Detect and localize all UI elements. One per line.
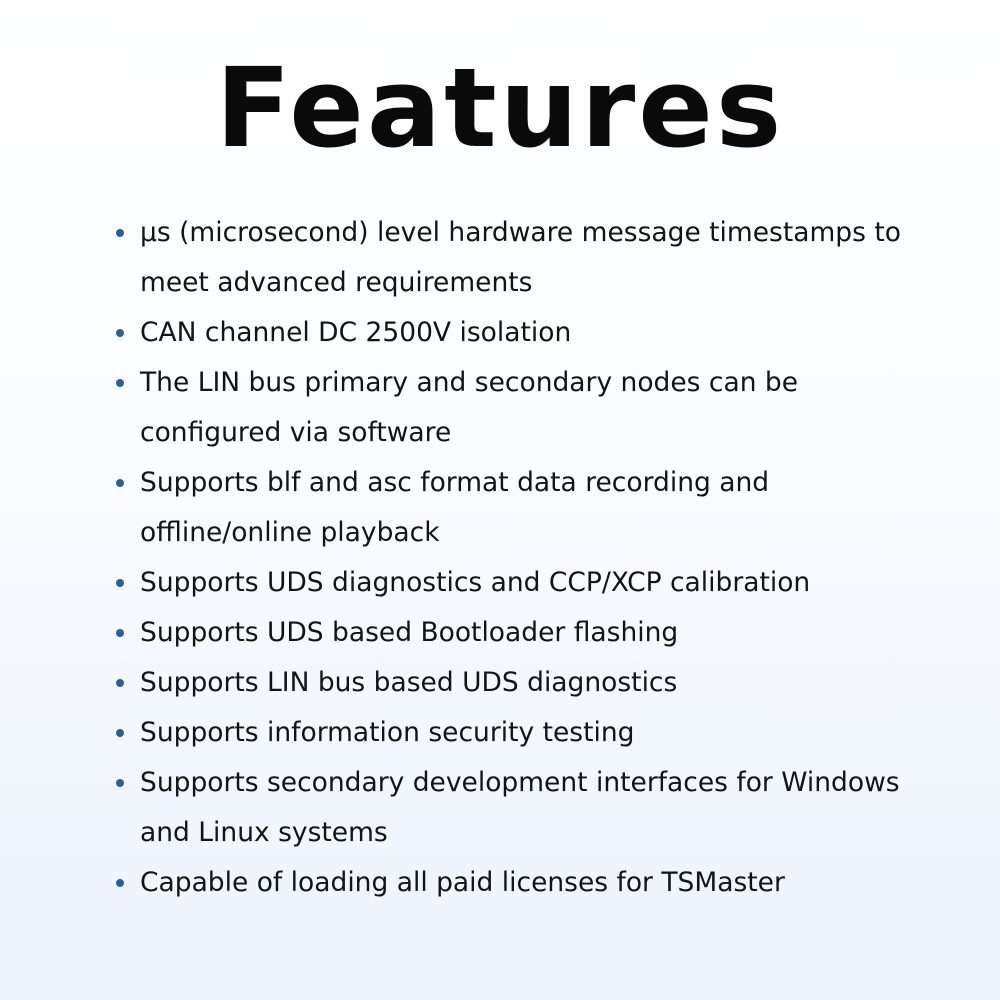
- page-title: Features: [215, 44, 785, 172]
- feature-text: μs (microsecond) level hardware message timestamps to meet advanced requirements: [140, 217, 901, 298]
- bullet-icon: [116, 879, 124, 887]
- bullet-icon: [116, 329, 124, 337]
- feature-text: Supports secondary development interfaces for Windows and Linux systems: [140, 767, 900, 848]
- feature-text: CAN channel DC 2500V isolation: [140, 317, 572, 348]
- feature-text: The LIN bus primary and secondary nodes can be configured via software: [140, 367, 799, 448]
- list-item: [114, 758, 914, 858]
- list-item: [114, 458, 914, 558]
- bullet-icon: [116, 229, 124, 237]
- list-item: [114, 858, 914, 908]
- list-item: [114, 208, 914, 308]
- bullet-icon: [116, 479, 124, 487]
- feature-text: Supports blf and asc format data recording and offline/online playback: [140, 467, 770, 548]
- feature-text: Supports information security testing: [140, 717, 635, 748]
- bullet-icon: [116, 579, 124, 587]
- feature-text: Supports UDS diagnostics and CCP/XCP calibration: [140, 567, 811, 598]
- feature-text: Supports LIN bus based UDS diagnostics: [140, 667, 678, 698]
- list-item: [114, 308, 914, 358]
- list-item: [114, 658, 914, 708]
- list-item: [114, 608, 914, 658]
- list-item: [114, 358, 914, 458]
- bullet-icon: [116, 379, 124, 387]
- feature-text: Supports UDS based Bootloader flashing: [140, 617, 679, 648]
- list-item: [114, 558, 914, 608]
- bullet-icon: [116, 679, 124, 687]
- bullet-icon: [116, 729, 124, 737]
- feature-list: [114, 208, 914, 908]
- bullet-icon: [116, 629, 124, 637]
- bullet-icon: [116, 779, 124, 787]
- feature-text: Capable of loading all paid licenses for TSMaster: [140, 867, 785, 898]
- list-item: [114, 708, 914, 758]
